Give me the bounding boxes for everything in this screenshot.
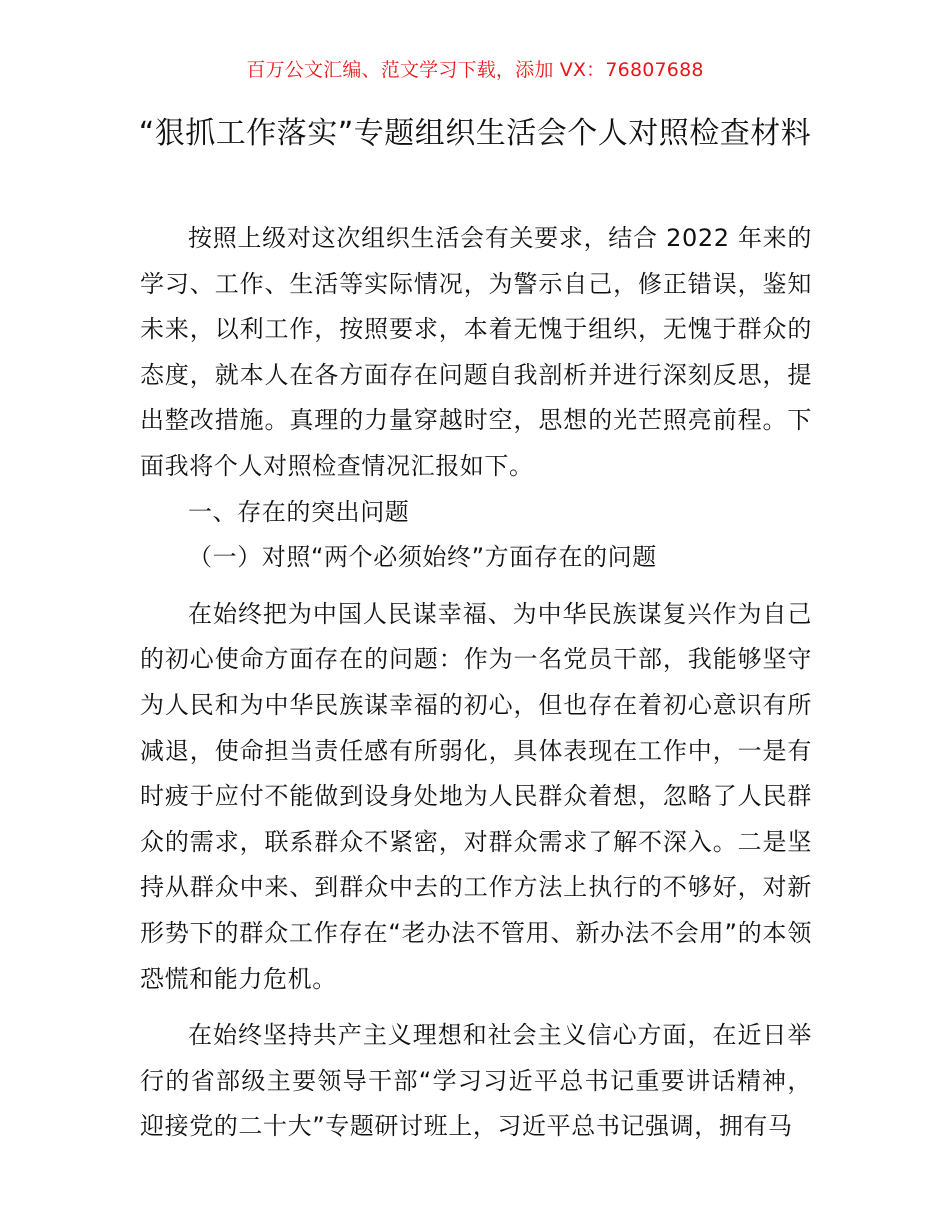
document-title: “狠抓工作落实”专题组织生活会个人对照检查材料 bbox=[138, 116, 812, 151]
subsection-heading: （一）对照“两个必须始终”方面存在的问题 bbox=[188, 543, 657, 572]
paragraph-intro: 按照上级对这次组织生活会有关要求，结合 2022 年来的学习、工作、生活等实际情况，为警示自己，修正错误，鉴知未来，以利工作，按照要求，本着无愧于组织，无愧于群众的态度，就本人在各方面存在问题自我剖析并进行深刻反思，提出整改措施。真理的力量穿越时空，思想的光芒照亮前程。下面我将个人对照检查情况汇报如下。 bbox=[140, 224, 812, 480]
paragraph-problem-2: 在始终坚持共产主义理想和社会主义信心方面，在近日举行的省部级主要领导干部“学习习近平总书记重要讲话精神，迎接党的二十大”专题研讨班上，习近平总书记强调，拥有马 bbox=[140, 1021, 812, 1141]
paragraph-problem-1: 在始终把为中国人民谋幸福、为中华民族谋复兴作为自己的初心使命方面存在的问题：作为一名党员干部，我能够坚守为人民和为中华民族谋幸福的初心，但也存在着初心意识有所减退，使命担当责任感有所弱化，具体表现在工作中，一是有时疲于应付不能做到设身处地为人民群众着想，忽略了人民群众的需求，联系群众不紧密，对群众需求了解不深入。二是坚持从群众中来、到群众中去的工作方法上执行的不够好，对新形势下的群众工作存在“老办法不管用、新办法不会用”的本领恐慌和能力危机。 bbox=[140, 599, 812, 993]
section-heading: 一、存在的突出问题 bbox=[188, 497, 410, 526]
header-banner: 百万公文汇编、范文学习下载，添加 VX：76807688 bbox=[246, 59, 704, 81]
document-body bbox=[140, 216, 812, 1150]
